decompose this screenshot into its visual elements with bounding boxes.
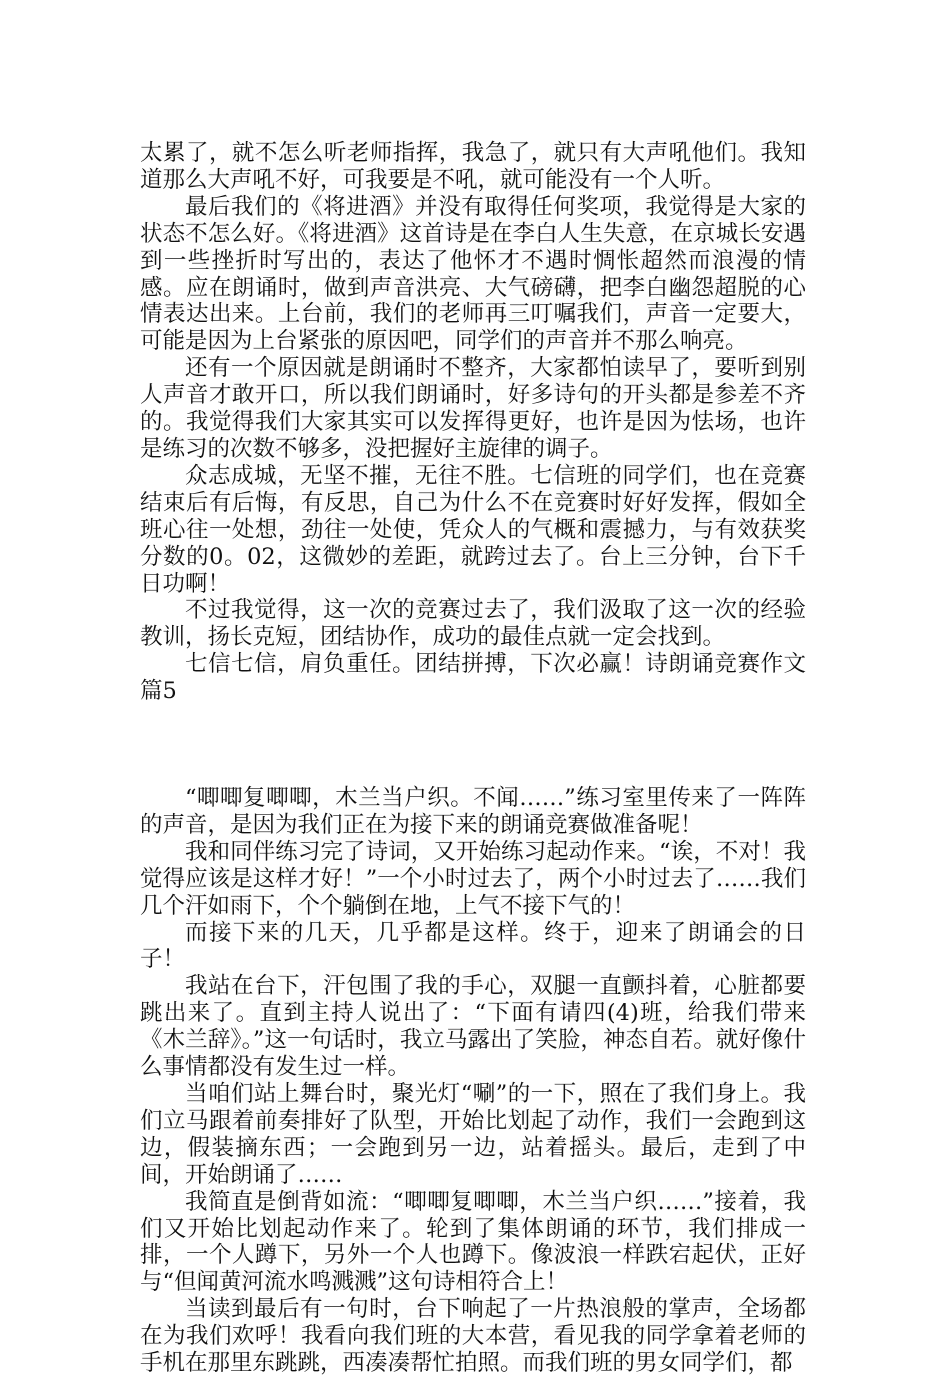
paragraph: 我站在台下，汗包围了我的手心，双腿一直颤抖着，心脏都要跳出来了。直到主持人说出了：“下面有请四(4)班，给我们带来《木兰辞》。”这一句话时，我立马露出了笑脸，神态自若。就好像什么事情都没有发生过一样。 xyxy=(140,973,806,1081)
paragraph: 我和同伴练习完了诗词，又开始练习起动作来。“诶，不对！我觉得应该是这样才好！”一个小时过去了，两个小时过去了……我们几个汗如雨下，个个躺倒在地，上气不接下气的！ xyxy=(140,838,806,919)
section-heading-paragraph: 七信七信，肩负重任。团结拼搏，下次必赢！诗朗诵竞赛作文篇5 xyxy=(140,651,806,705)
paragraph: 而接下来的几天，几乎都是这样。终于，迎来了朗诵会的日子！ xyxy=(140,919,806,973)
paragraph: 我简直是倒背如流：“唧唧复唧唧，木兰当户织……”接着，我们又开始比划起动作来了。轮到了集体朗诵的环节，我们排成一排，一个人蹲下，另外一个人也蹲下。像波浪一样跌宕起伏，正好与“但闻黄河流水鸣溅溅”这句诗相符合上！ xyxy=(140,1188,806,1296)
paragraph: 当读到最后有一句时，台下响起了一片热浪般的掌声，全场都在为我们欢呼！我看向我们班的大本营，看见我的同学拿着老师的手机在那里东跳跳，西凑凑帮忙拍照。而我们班的男女同学们，都 xyxy=(140,1296,806,1377)
paragraph: 最后我们的《将进酒》并没有取得任何奖项，我觉得是大家的状态不怎么好。《将进酒》这首诗是在李白人生失意，在京城长安遇到一些挫折时写出的，表达了他怀才不遇时惆怅超然而浪漫的情感。应在朗诵时，做到声音洪亮、大气磅礴，把李白幽怨超脱的心情表达出来。上台前，我们的老师再三叮嘱我们，声音一定要大，可能是因为上台紧张的原因吧，同学们的声音并不那么响亮。 xyxy=(140,193,806,355)
paragraph: 太累了，就不怎么听老师指挥，我急了，就只有大声吼他们。我知道那么大声吼不好，可我要是不吼，就可能没有一个人听。 xyxy=(140,140,806,193)
section-gap xyxy=(140,705,806,785)
document-page xyxy=(140,140,806,1377)
paragraph: 众志成城，无坚不摧，无往不胜。七信班的同学们，也在竞赛结束后有后悔，有反思，自己为什么不在竞赛时好好发挥，假如全班心往一处想，劲往一处使，凭众人的气概和震撼力，与有效获奖分数的0。02，这微妙的差距，就跨过去了。台上三分钟，台下千日功啊！ xyxy=(140,462,806,597)
paragraph: 不过我觉得，这一次的竞赛过去了，我们汲取了这一次的经验教训，扬长克短，团结协作，成功的最佳点就一定会找到。 xyxy=(140,597,806,651)
paragraph: 还有一个原因就是朗诵时不整齐，大家都怕读早了，要听到别人声音才敢开口，所以我们朗诵时，好多诗句的开头都是参差不齐的。我觉得我们大家其实可以发挥得更好，也许是因为怯场，也许是练习的次数不够多，没把握好主旋律的调子。 xyxy=(140,355,806,462)
paragraph: “唧唧复唧唧，木兰当户织。不闻……”练习室里传来了一阵阵的声音，是因为我们正在为接下来的朗诵竞赛做准备呢！ xyxy=(140,785,806,838)
paragraph: 当咱们站上舞台时，聚光灯“唰”的一下，照在了我们身上。我们立马跟着前奏排好了队型，开始比划起了动作，我们一会跑到这边，假装摘东西；一会跑到另一边，站着摇头。最后，走到了中间，开始朗诵了…… xyxy=(140,1081,806,1188)
